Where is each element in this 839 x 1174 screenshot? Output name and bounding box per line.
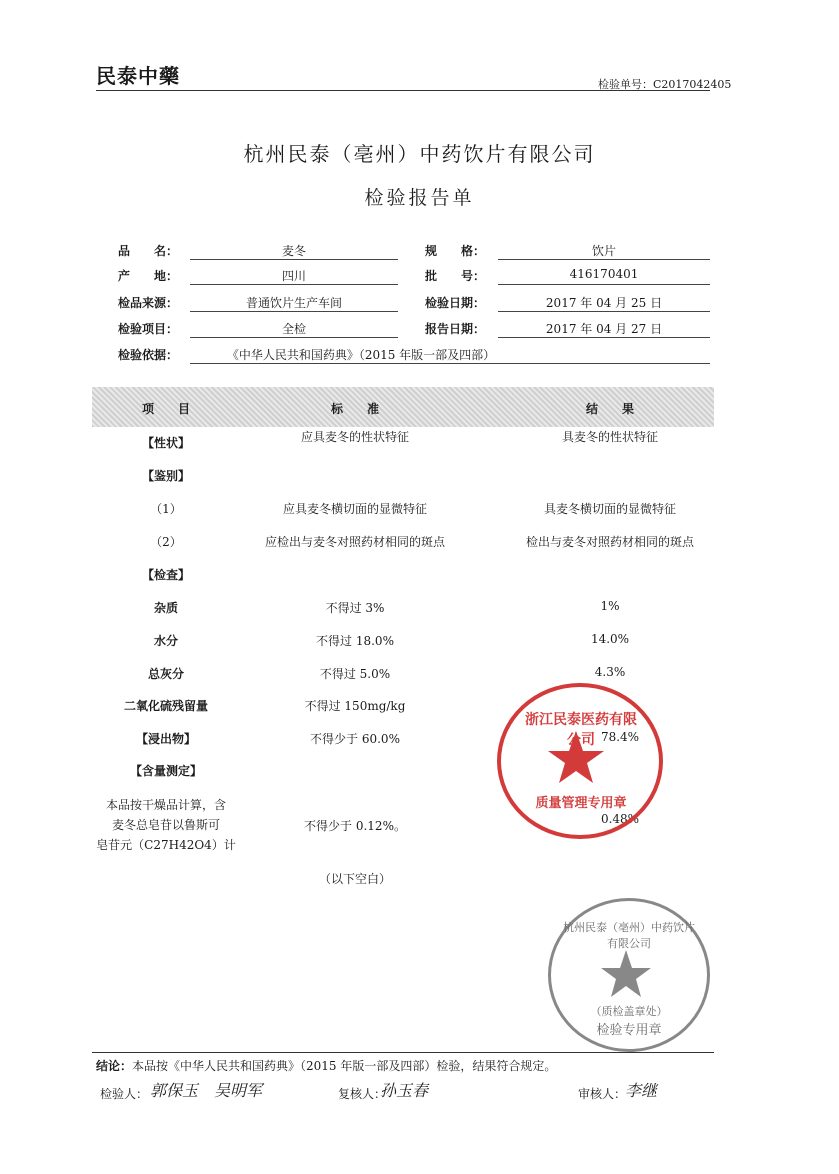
source-value: 普通饮片生产车间 <box>245 296 342 310</box>
conclusion <box>96 1057 556 1074</box>
spec-label: 规 格： <box>425 244 486 258</box>
assay-item-line: 本品按干燥品计算，含 <box>105 798 226 812</box>
table-row-item: 二氧化硫残留量 <box>123 699 208 713</box>
stamp-red-top-text: 浙江民泰医药有限公司 <box>525 712 637 748</box>
header-divider <box>96 90 710 91</box>
table-row-result: 4.3% <box>594 665 626 679</box>
origin-value: 四川 <box>281 269 306 283</box>
table-row-standard: 不得过 150mg/kg <box>304 699 406 713</box>
conclusion-label: 结论： <box>96 1059 133 1073</box>
table-row-standard: 应具麦冬的性状特征 <box>300 430 409 444</box>
table-row-standard: 应具麦冬横切面的显微特征 <box>282 502 427 516</box>
assay-item-line: 麦冬总皂苷以鲁斯可 <box>111 818 220 832</box>
table-row-item: 水分 <box>153 634 178 648</box>
table-row-item: 杂质 <box>153 601 178 615</box>
table-row-standard: 不得少于 60.0% <box>310 732 400 746</box>
inspector-signature: 郭保玉 吴明军 <box>150 1081 263 1100</box>
company-title: 杭州民泰（亳州）中药饮片有限公司 <box>243 142 596 166</box>
table-row-item: （1） <box>150 502 182 516</box>
item-label: 检验项目： <box>118 322 179 336</box>
info-underline <box>498 337 710 338</box>
blank-note: （以下空白） <box>318 872 391 886</box>
info-underline <box>190 363 710 364</box>
report-date-value: 2017 年 04 月 27 日 <box>545 322 663 336</box>
auditor-signature: 李继 <box>625 1081 658 1100</box>
table-row-standard: 不得过 3% <box>325 601 385 615</box>
stamp-grey-bottom-text: 检验专用章 <box>596 1023 662 1038</box>
table-row-item: （2） <box>150 535 182 549</box>
header-standard: 标 准 <box>330 402 379 416</box>
footer-divider <box>92 1052 714 1053</box>
company-logo: 民泰中藥 <box>96 64 180 88</box>
basis-label: 检验依据： <box>118 348 179 362</box>
header-item: 项 目 <box>141 402 190 416</box>
assay-result: 0.48% <box>600 812 640 826</box>
basis-value: 《中华人民共和国药典》（2015 年版一部及四部） <box>226 348 496 362</box>
table-row-result: 1% <box>600 599 620 613</box>
spec-value: 饮片 <box>591 244 616 258</box>
inspection-number: 检验单号：C2017042405 <box>598 78 732 91</box>
table-row-standard: 不得过 18.0% <box>316 634 394 648</box>
info-underline <box>190 284 398 285</box>
origin-label: 产 地： <box>118 269 179 283</box>
info-underline <box>498 259 710 260</box>
table-row-item: 【含量测定】 <box>129 764 202 778</box>
table-row-standard: 应检出与麦冬对照药材相同的斑点 <box>264 535 445 549</box>
reviewer-signature: 孙玉春 <box>380 1081 429 1100</box>
stamp-grey-top-text: 杭州民泰（亳州）中药饮片有限公司 <box>563 921 695 950</box>
inspector-label: 检验人： <box>100 1087 149 1101</box>
stamp-red-bottom-text: 质量管理专用章 <box>535 796 627 811</box>
table-row-result: 14.0% <box>590 632 630 646</box>
inspection-stamp <box>548 898 710 1052</box>
report-date-label: 报告日期： <box>425 322 486 336</box>
table-row-item: 【鉴别】 <box>141 469 190 483</box>
item-value: 全检 <box>281 322 306 336</box>
batch-label: 批 号： <box>425 269 486 283</box>
info-underline <box>190 311 398 312</box>
info-underline <box>190 337 398 338</box>
batch-value: 416170401 <box>569 267 639 281</box>
stamp-grey-mid-text: （质检盖章处） <box>590 1005 668 1018</box>
reviewer-label: 复核人： <box>338 1087 387 1101</box>
name-label: 品 名： <box>118 244 179 258</box>
info-underline <box>190 259 398 260</box>
assay-item-line: 皂苷元（C27H42O4）计 <box>96 838 236 852</box>
info-underline <box>498 284 710 285</box>
header-result: 结 果 <box>585 402 634 416</box>
table-row-result: 具麦冬的性状特征 <box>561 430 658 444</box>
table-row-item: 【检查】 <box>141 568 190 582</box>
table-row-standard: 不得过 5.0% <box>319 667 391 681</box>
table-row-item: 总灰分 <box>147 667 184 681</box>
test-date-label: 检验日期： <box>425 296 486 310</box>
report-title: 检验报告单 <box>364 187 475 209</box>
assay-standard: 不得少于 0.12%。 <box>304 819 406 833</box>
info-underline <box>498 311 710 312</box>
name-value: 麦冬 <box>281 244 306 258</box>
source-label: 检品来源： <box>118 296 179 310</box>
assay-item <box>96 795 236 855</box>
table-row-item: 【浸出物】 <box>135 732 196 746</box>
auditor-label: 审核人： <box>578 1087 627 1101</box>
test-date-value: 2017 年 04 月 25 日 <box>545 296 663 310</box>
table-row-item: 【性状】 <box>141 436 190 450</box>
table-row-result: 具麦冬横切面的显微特征 <box>543 502 676 516</box>
table-row-result: 检出与麦冬对照药材相同的斑点 <box>525 535 694 549</box>
table-row-result: 78.4% <box>600 730 640 744</box>
conclusion-text: 本品按《中华人民共和国药典》（2015 年版一部及四部）检验，结果符合规定。 <box>132 1059 557 1073</box>
quality-stamp <box>497 683 663 839</box>
